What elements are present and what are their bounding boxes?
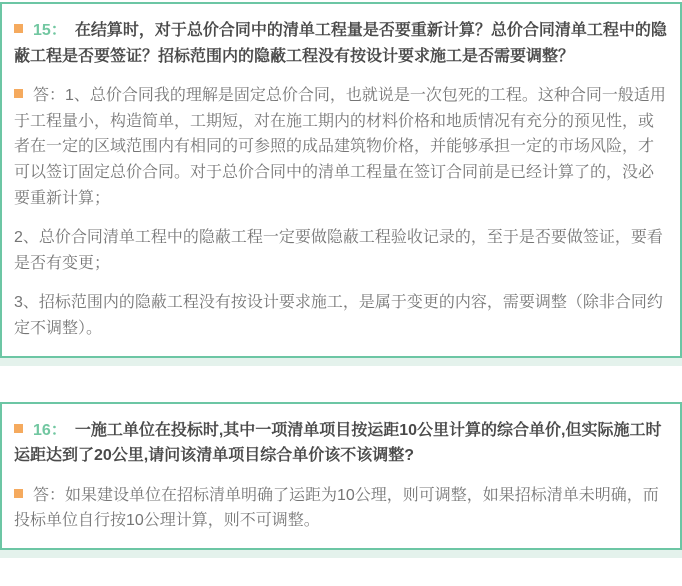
answer-paragraph: [14, 290, 668, 341]
orange-square-bullet-icon: [14, 424, 23, 433]
qa-card-16: [0, 402, 682, 550]
answer-text: 答：1、总价合同我的理解是固定总价合同，也就说是一次包死的工程。这种合同一般适用于工程量小，构造简单，工期短，对在施工期内的材料价格和地质情况有充分的预见性，或者在一定的区域范围内有相同的可参照的成品建筑物价格，并能够承担一定的市场风险，才可以签订固定总价合同。对于总价合同中的清单工程量在签订合同前是已经计算了的，没必要重新计算；: [14, 87, 666, 207]
answer-text: 答：如果建设单位在招标清单明确了运距为10公理，则可调整，如果招标清单未明确，而投标单位自行按10公理计算，则不可调整。: [14, 486, 659, 530]
qa-card-15: [0, 2, 682, 358]
answer-text: 3、招标范围内的隐蔽工程没有按设计要求施工，是属于变更的内容，需要调整（除非合同约定不调整）。: [14, 294, 663, 337]
answer-text: 2、总价合同清单工程中的隐蔽工程一定要做隐蔽工程验收记录的，至于是否要做签证，要看是否有变更；: [14, 229, 663, 272]
card-shadow-strip: [0, 358, 682, 366]
answer-paragraph: [14, 83, 668, 211]
qa-section-16: [0, 402, 682, 558]
question-number: 15：: [33, 22, 67, 39]
question-text: 在结算时，对于总价合同中的清单工程量是否要重新计算？总价合同清单工程中的隐蔽工程是否要签证？招标范围内的隐蔽工程没有按设计要求施工是否需要调整？: [14, 22, 667, 65]
answer-paragraph: [14, 225, 668, 276]
question-16: [14, 418, 668, 469]
question-text: 一施工单位在投标时,其中一项清单项目按运距10公里计算的综合单价,但实际施工时运距达到了20公里,请问该清单项目综合单价该不该调整?: [14, 421, 662, 465]
question-number: 16：: [33, 421, 67, 439]
qa-section-15: [0, 2, 682, 366]
question-15: [14, 18, 668, 69]
card-shadow-strip: [0, 550, 682, 558]
orange-square-bullet-icon: [14, 489, 23, 498]
orange-square-bullet-icon: [14, 24, 23, 33]
answer-paragraph: [14, 483, 668, 534]
orange-square-bullet-icon: [14, 89, 23, 98]
